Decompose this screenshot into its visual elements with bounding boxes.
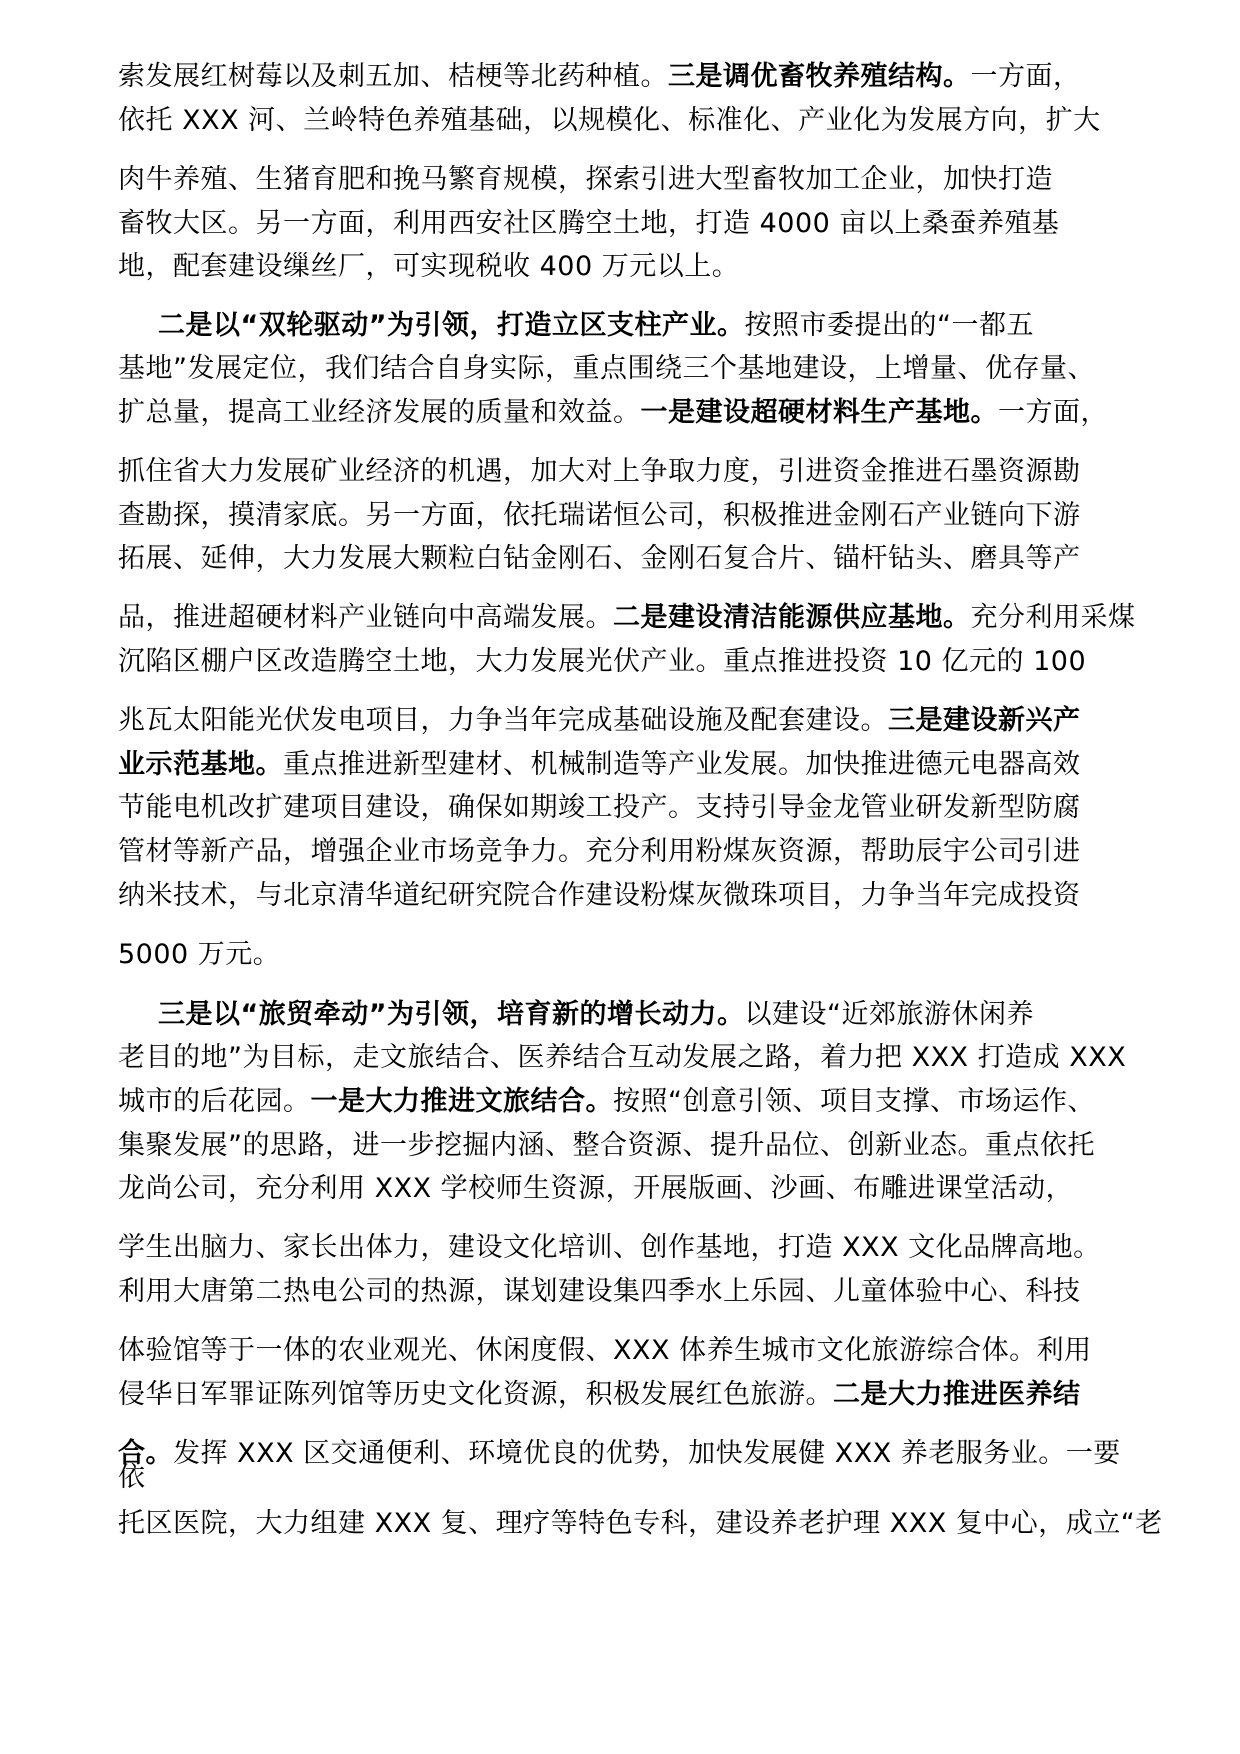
body-text: 按照市委提出的“一都五 [744,310,1034,341]
text-line [118,163,1053,197]
body-text: 地，配套建设缫丝厂，可实现税收 400 万元以上。 [118,251,740,282]
body-text: 老目的地”为目标，走文旅结合、医养结合互动发展之路，着力把 XXX 打造成 XXX [118,1042,1127,1073]
text-line [118,396,1108,430]
body-text: 城市的后花园。 [118,1086,311,1117]
body-text: 学生出脑力、家长出体力，建设文化培训、创作基地，打造 XXX 文化品牌高地。 [118,1232,1101,1263]
body-text: 重点推进新型建材、机械制造等产业发展。加快推进德元电器高效 [283,749,1081,780]
text-line [118,1172,1073,1206]
body-text: 纳米技术，与北京清华道纪研究院合作建设粉煤灰微珠项目，力争当年完成投资 [118,880,1081,911]
text-line [118,1334,1092,1368]
text-line [158,998,1034,1032]
body-text: 肉牛养殖、生猪育肥和挽马繁育规模，探索引进大型畜牧加工企业，加快打造 [118,164,1053,195]
text-line [118,1041,1126,1075]
body-text: 管材等新产品，增强企业市场竞争力。充分利用粉煤灰资源，帮助辰宇公司引进 [118,836,1081,867]
bold-heading-text: 三是调优畜牧养殖结构。 [668,61,971,92]
body-text: 集聚发展”的思路，进一步挖掘内涵、整合资源、提升品位、创新业态。重点依托 [118,1130,1095,1161]
body-text: 充分利用采煤 [970,602,1136,633]
text-line [118,250,739,284]
text-line [118,938,280,972]
text-line [118,1461,146,1495]
body-text: 索发展红树莓以及刺五加、桔梗等北药种植。 [118,61,668,92]
text-line [118,455,1081,489]
body-text: 发挥 XXX 区交通便利、环境优良的优势，加快发展健 XXX 养老服务业。一要 [173,1438,1121,1469]
text-line [118,1275,1081,1309]
body-text: 托区医院，大力组建 XXX 复、理疗等特色专科，建设养老护理 XXX 复中心，成立“老 [118,1508,1163,1539]
body-text: 龙尚公司，充分利用 XXX 学校师生资源，开展版画、沙画、布雕进课堂活动， [118,1173,1074,1204]
body-text: 以建设“近郊旅游休闲养 [744,999,1034,1030]
text-line [118,1129,1095,1163]
text-line [118,104,1101,138]
bold-heading-text: 二是建设清洁能源供应基地。 [613,602,971,633]
body-text: 品，推进超硬材料产业链向中高端发展。 [118,602,613,633]
body-text: 节能电机改扩建项目建设，确保如期竣工投产。支持引导金龙管业研发新型防腐 [118,792,1081,823]
text-line [118,1085,1095,1119]
body-text: 畜牧大区。另一方面，利用西安社区腾空土地，打造 4000 亩以上桑蚕养殖基 [118,208,1060,239]
text-line [118,1437,1121,1471]
bold-heading-text: 一是大力推进文旅结合。 [310,1086,613,1117]
body-text: 一方面， [998,397,1108,428]
body-text: 扩总量，提高工业经济发展的质量和效益。 [118,397,641,428]
body-text: 拓展、延伸，大力发展大颗粒白钻金刚石、金刚石复合片、锚杆钻头、磨具等产 [118,543,1081,574]
text-line [118,1507,1163,1541]
text-line [118,1231,1101,1265]
text-line [118,1378,1081,1412]
body-text: 查勘探，摸清家底。另一方面，依托瑞诺恒公司，积极推进金刚石产业链向下游 [118,500,1081,531]
text-line [118,542,1081,576]
text-line [118,645,1086,679]
bold-heading-text: 合。 [118,1438,173,1469]
text-line [118,879,1081,913]
text-line [118,499,1081,533]
bold-heading-text: 二是以“双轮驱动”为引领，打造立区支柱产业。 [158,310,745,341]
body-text: 依托 XXX 河、兰岭特色养殖基础，以规模化、标准化、产业化为发展方向，扩大 [118,105,1101,136]
text-line [118,704,1081,738]
body-text: 依 [118,1462,146,1493]
text-line [158,309,1034,343]
body-text: 沉陷区棚户区改造腾空土地，大力发展光伏产业。重点推进投资 10 亿元的 100 [118,646,1087,677]
text-line [118,791,1081,825]
body-text: 体验馆等于一体的农业观光、休闲度假、XXX 体养生城市文化旅游综合体。利用 [118,1335,1092,1366]
bold-heading-text: 三是建设新兴产 [888,705,1081,736]
bold-heading-text: 一是建设超硬材料生产基地。 [640,397,998,428]
text-line [118,60,1081,94]
body-text: 抓住省大力发展矿业经济的机遇，加大对上争取力度，引进资金推进石墨资源勘 [118,456,1081,487]
text-line [118,207,1059,241]
body-text: 按照“创意引领、项目支撑、市场运作、 [613,1086,1095,1117]
text-line [118,748,1081,782]
body-text: 利用大唐第二热电公司的热源，谋划建设集四季水上乐园、儿童体验中心、科技 [118,1276,1081,1307]
body-text: 兆瓦太阳能光伏发电项目，力争当年完成基础设施及配套建设。 [118,705,888,736]
body-text: 基地”发展定位，我们结合自身实际，重点围绕三个基地建设，上增量、优存量、 [118,353,1095,384]
body-text: 侵华日军罪证陈列馆等历史文化资源，积极发展红色旅游。 [118,1379,833,1410]
text-line [118,601,1136,635]
body-text: 5000 万元。 [118,939,281,970]
body-text: 一方面， [970,61,1081,92]
text-line [118,835,1081,869]
text-line [118,352,1095,386]
bold-heading-text: 三是以“旅贸牵动”为引领，培育新的增长动力。 [158,999,745,1030]
bold-heading-text: 业示范基地。 [118,749,283,780]
bold-heading-text: 二是大力推进医养结 [833,1379,1081,1410]
